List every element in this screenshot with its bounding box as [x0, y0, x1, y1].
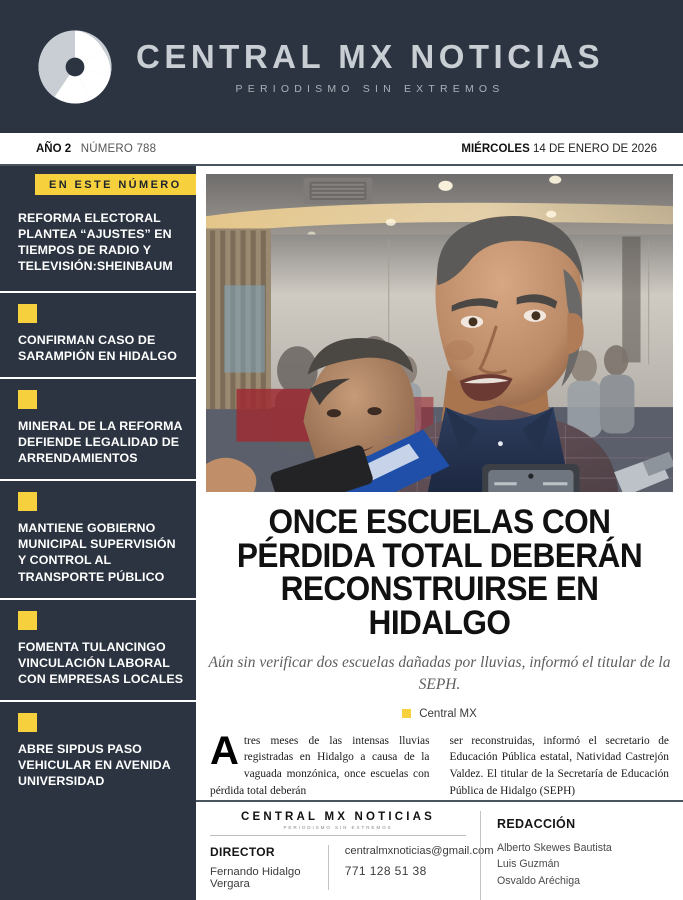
- footer-logo: [210, 811, 466, 836]
- sidebar-item-label: MINERAL DE LA REFORMA DEFIENDE LEGALIDAD DE ARRENDAMIENTOS: [18, 418, 183, 465]
- footer-credits: [210, 845, 494, 890]
- issue-number: NÚMERO 788: [80, 142, 157, 155]
- sidebar-item-1[interactable]: [0, 192, 196, 291]
- sidebar-item-label: FOMENTA TULANCINGO VINCULACIÓN LABORAL CON EMPRESAS LOCALES: [18, 639, 184, 686]
- director-name: Fernando Hidalgo Vergara: [210, 866, 301, 890]
- bullet-square-icon: [18, 390, 37, 409]
- sidebar: [0, 166, 196, 900]
- redaccion-label: REDACCIÓN: [497, 817, 576, 831]
- year-label: AÑO 2: [36, 142, 72, 155]
- byline: [206, 708, 673, 720]
- sidebar-item-3[interactable]: [0, 377, 196, 479]
- masthead-tagline: PERIODISMO SIN EXTREMOS: [235, 83, 505, 96]
- contact-phone[interactable]: 771 128 51 38: [344, 864, 427, 878]
- footer-redaccion-block: [480, 811, 667, 900]
- director-label: DIRECTOR: [210, 845, 275, 859]
- issue-info: [36, 143, 156, 155]
- lead-photo: [206, 174, 673, 492]
- bullet-square-icon: [18, 492, 37, 511]
- sidebar-item-4[interactable]: [0, 479, 196, 598]
- sidebar-item-label: MANTIENE GOBIERNO MUNICIPAL SUPERVISIÓN Y CONTROL AL TRANSPORTE PÚBLICO: [18, 521, 176, 584]
- footer-logo-title: CENTRAL MX NOTICIAS: [240, 811, 436, 823]
- masthead: [0, 0, 683, 133]
- footer-logo-tagline: PERIODISMO SIN EXTREMOS: [283, 825, 393, 830]
- main-story: [196, 166, 683, 900]
- sidebar-ribbon-label: EN ESTE NÚMERO: [35, 174, 196, 195]
- sidebar-item-5[interactable]: [0, 598, 196, 700]
- redaccion-member: Luis Guzmán: [497, 858, 560, 871]
- bullet-square-icon: [18, 611, 37, 630]
- footer-left: [210, 811, 494, 900]
- footer-contact-block: [328, 845, 494, 890]
- sidebar-item-6[interactable]: [0, 700, 196, 802]
- article-columns: [206, 728, 673, 800]
- masthead-title: CENTRAL MX NOTICIAS: [136, 37, 605, 75]
- contact-email[interactable]: centralmxnoticias@gmail.com: [344, 845, 494, 857]
- bullet-square-icon: [402, 709, 411, 718]
- sidebar-item-label: CONFIRMAN CASO DE SARAMPIÓN EN HIDALGO: [18, 332, 177, 363]
- date-bar: [0, 133, 683, 166]
- redaccion-member: Osvaldo Aréchiga: [497, 874, 581, 887]
- date-label: 14 DE ENERO DE 2026: [532, 142, 657, 155]
- footer-director-block: [210, 845, 328, 890]
- sidebar-headline-list: [0, 166, 196, 802]
- bullet-square-icon: [18, 304, 37, 323]
- sidebar-item-2[interactable]: [0, 291, 196, 377]
- main-headline: ONCE ESCUELAS CON PÉRDIDA TOTAL DEBERÁN RECONSTRUIRSE EN HIDALGO: [236, 503, 643, 642]
- publication-date: [461, 143, 657, 155]
- article-column-2: ser reconstruidas, informó el secretario de Educación Pública estatal, Natividad Castrejón Valdez. El titular de la Secretaría de Educación Pública de Hidalgo (SEPH): [449, 734, 669, 797]
- bullet-square-icon: [18, 713, 37, 732]
- headline-deck: Aún sin verificar dos escuelas dañadas por lluvias, informó el titular de la SEPH.: [208, 653, 671, 693]
- camera-aperture-icon: [36, 28, 114, 106]
- byline-author: Central MX: [419, 707, 477, 720]
- weekday-label: MIÉRCOLES: [461, 142, 530, 155]
- content-area: [0, 166, 683, 900]
- footer: [196, 800, 683, 900]
- sidebar-item-label: REFORMA ELECTORAL PLANTEA “AJUSTES” EN TIEMPOS DE RADIO Y TELEVISIÓN:SHEINBAUM: [18, 211, 173, 274]
- article-column-1: Atres meses de las intensas lluvias registradas en Hidalgo a causa de la vaguada monzónica, once escuelas con pérdida total deberán: [210, 728, 430, 797]
- redaccion-member: Alberto Skewes Bautista: [497, 842, 612, 854]
- sidebar-item-label: ABRE SIPDUS PASO VEHICULAR EN AVENIDA UNIVERSIDAD: [18, 742, 171, 789]
